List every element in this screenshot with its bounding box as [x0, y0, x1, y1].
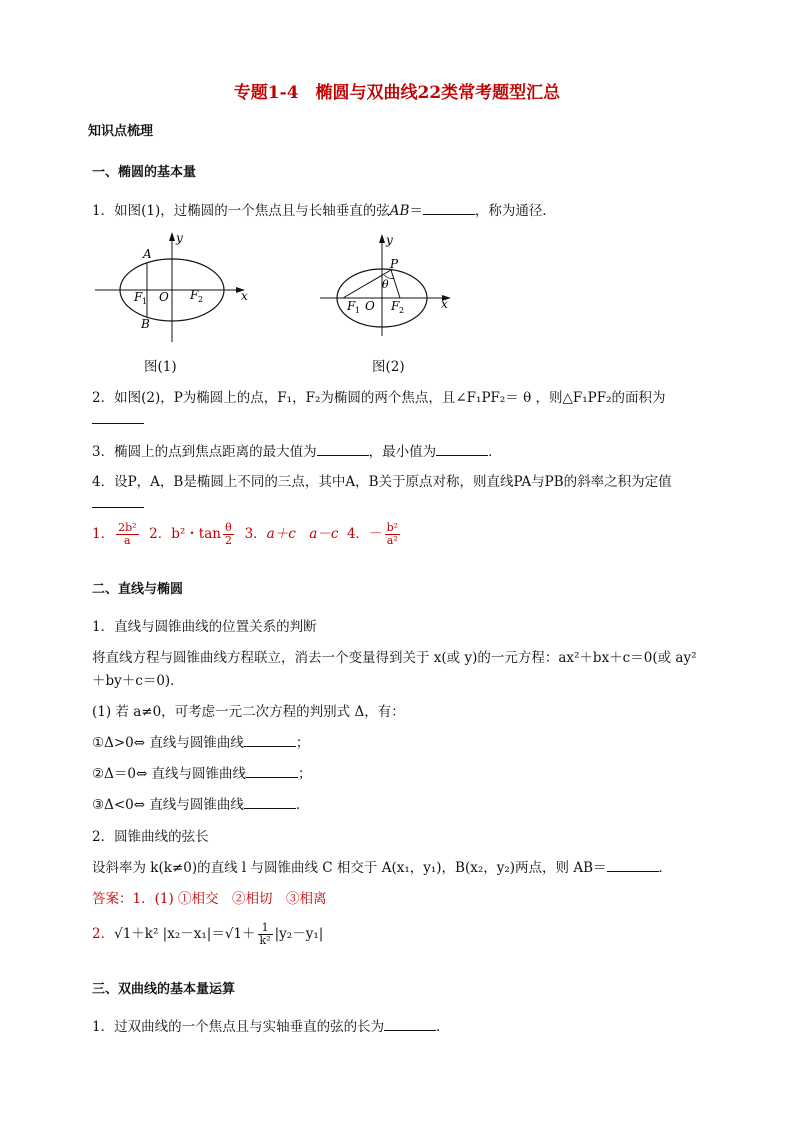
page-title: 专题1-4 椭圆与双曲线22类常考题型汇总 — [233, 83, 561, 103]
s2-answer-1: 答案：1．(1) ①相交 ②相切 ③相离 — [92, 891, 327, 907]
answer-blank — [246, 764, 298, 778]
label-O: O — [159, 290, 169, 304]
s1-question-2: 2．如图(2)，P为椭圆上的点，F₁，F₂为椭圆的两个焦点，且∠F₁PF₂＝ θ ，则△F₁PF₂的面积为 — [92, 390, 666, 406]
s2-case-2 — [92, 762, 312, 782]
label-x: x — [441, 297, 448, 311]
ans2-expr-b-pre: √1＋ — [224, 926, 256, 942]
case-1-post: ； — [295, 735, 310, 751]
s1-answers — [92, 522, 402, 547]
ans-n4: 4． — [346, 526, 370, 542]
answer-blank — [92, 410, 144, 424]
label-F2-sub: 2 — [399, 306, 405, 315]
ans2-number: 2． — [92, 926, 115, 942]
s1-question-1 — [92, 199, 556, 219]
label-x: x — [241, 289, 248, 303]
ans2-denominator: 2 — [224, 534, 232, 547]
label-F2-sub: 2 — [198, 295, 204, 304]
answer-blank — [317, 442, 369, 456]
s2-chord-length-question — [92, 856, 672, 876]
label-F2: F — [190, 288, 199, 302]
label-F1: F — [347, 299, 356, 313]
ans-n3: 3． — [244, 526, 267, 542]
s1-question-4-blank — [92, 494, 144, 512]
s1-question-3 — [92, 440, 502, 460]
ans4-fraction — [385, 522, 400, 547]
section-heading: 知识点梳理 — [88, 124, 154, 139]
s1-q3-post: ． — [488, 444, 502, 460]
s2-case-1 — [92, 731, 309, 751]
label-F2: F — [391, 299, 400, 313]
s2-item-2: 2．圆锥曲线的弦长 — [92, 829, 209, 845]
s2-paragraph-line-1: 将直线方程与圆锥曲线方程联立，消去一个变量得到关于 x(或 y)的一元方程：ax²＋bx＋c＝0(或 ay² — [92, 650, 697, 666]
s1-q1-post: ，称为通径． — [474, 203, 556, 219]
ellipse-figure-1 — [90, 228, 260, 346]
answer-blank — [244, 795, 296, 809]
ans2-fraction — [258, 922, 273, 947]
ans3-value: a＋c a－c — [266, 526, 339, 542]
answer-blank — [244, 733, 296, 747]
s1-q1-var: AB — [389, 203, 410, 219]
s1-q1-pre: 1．如图(1)，过椭圆的一个焦点且与长轴垂直的弦 — [92, 203, 390, 219]
s2-discriminant-intro: (1) 若 a≠0，可考虑一元二次方程的判别式 Δ，有： — [92, 704, 405, 720]
ans2-numerator: θ — [223, 522, 234, 535]
ans2-pre: b²・tan — [171, 526, 221, 542]
ellipse-figure-2 — [318, 228, 458, 340]
y-axis-arrow — [379, 234, 385, 243]
case-3-text: ③Δ<0⇔ 直线与圆锥曲线 — [92, 797, 244, 813]
ans2-frac-den: k² — [259, 934, 271, 947]
answer-blank — [384, 1017, 436, 1031]
case-1-text: ①Δ>0⇔ 直线与圆锥曲线 — [92, 735, 244, 751]
ans4-sign: － — [369, 526, 383, 542]
s3-q1-post: ． — [436, 1019, 450, 1035]
ans1-denominator: a — [124, 534, 131, 547]
case-2-text: ②Δ＝0⇔ 直线与圆锥曲线 — [92, 766, 247, 782]
figure-1-caption: 图(1) — [144, 359, 177, 375]
ans-n1: 1． — [92, 526, 115, 542]
s1-q3-pre: 3．椭圆上的点到焦点距离的最大值为 — [92, 444, 317, 460]
label-y: y — [176, 231, 183, 245]
ans4-numerator: b² — [386, 521, 399, 534]
ans2-expr-b-post: |y₂－y₁| — [274, 926, 324, 942]
chord-question-post: ． — [658, 860, 673, 876]
ans2-fraction — [223, 522, 234, 547]
s1-q3-mid: ，最小值为 — [368, 444, 437, 460]
label-y: y — [386, 233, 393, 247]
s2-case-3 — [92, 793, 309, 813]
label-theta: θ — [382, 278, 389, 291]
chord-question-text: 设斜率为 k(k≠0)的直线 l 与圆锥曲线 C 相交于 A(x₁，y₁)，B(x₂，y₂)两点，则 AB＝ — [92, 860, 607, 876]
label-F1-sub: 1 — [355, 306, 361, 315]
figure-2-caption: 图(2) — [372, 359, 405, 375]
y-axis-arrow — [169, 232, 175, 241]
ans2-frac-num: 1 — [258, 922, 273, 935]
answer-blank — [92, 494, 144, 508]
s3-q1-text: 1．过双曲线的一个焦点且与实轴垂直的弦的长为 — [92, 1019, 385, 1035]
case-2-post: ； — [298, 766, 312, 782]
section-1-heading: 一、椭圆的基本量 — [92, 165, 197, 180]
s2-paragraph-line-2: ＋by＋c＝0)． — [92, 673, 184, 689]
section-3-heading: 三、双曲线的基本量运算 — [92, 982, 236, 997]
ans4-denominator: a² — [386, 534, 398, 547]
label-F1-sub: 1 — [142, 297, 148, 306]
s1-question-4: 4．设P，A，B是椭圆上不同的三点，其中A，B关于原点对称，则直线PA与PB的斜率之积为定值 — [92, 474, 672, 490]
label-A: A — [143, 247, 152, 261]
label-O: O — [365, 299, 375, 313]
s3-question-1 — [92, 1015, 450, 1035]
ans2-expr-a: √1＋k² |x₂－x₁|＝ — [114, 926, 225, 942]
ans1-fraction — [116, 522, 138, 547]
answer-blank — [423, 201, 475, 215]
answer-blank — [607, 858, 659, 872]
case-3-post: ． — [295, 797, 310, 813]
section-2-heading: 二、直线与椭圆 — [92, 582, 184, 597]
answer-blank — [436, 442, 488, 456]
s2-answer-2 — [92, 922, 323, 947]
label-B: B — [141, 317, 150, 331]
label-P: P — [390, 257, 399, 271]
s2-item-1: 1．直线与圆锥曲线的位置关系的判断 — [92, 619, 317, 635]
segment-PF2 — [391, 270, 400, 298]
s1-question-2-blank — [92, 410, 144, 428]
s1-q1-mid: ＝ — [409, 203, 423, 219]
ans1-numerator: 2b² — [118, 521, 137, 534]
ans-n2: 2． — [149, 526, 172, 542]
label-F1: F — [134, 290, 143, 304]
